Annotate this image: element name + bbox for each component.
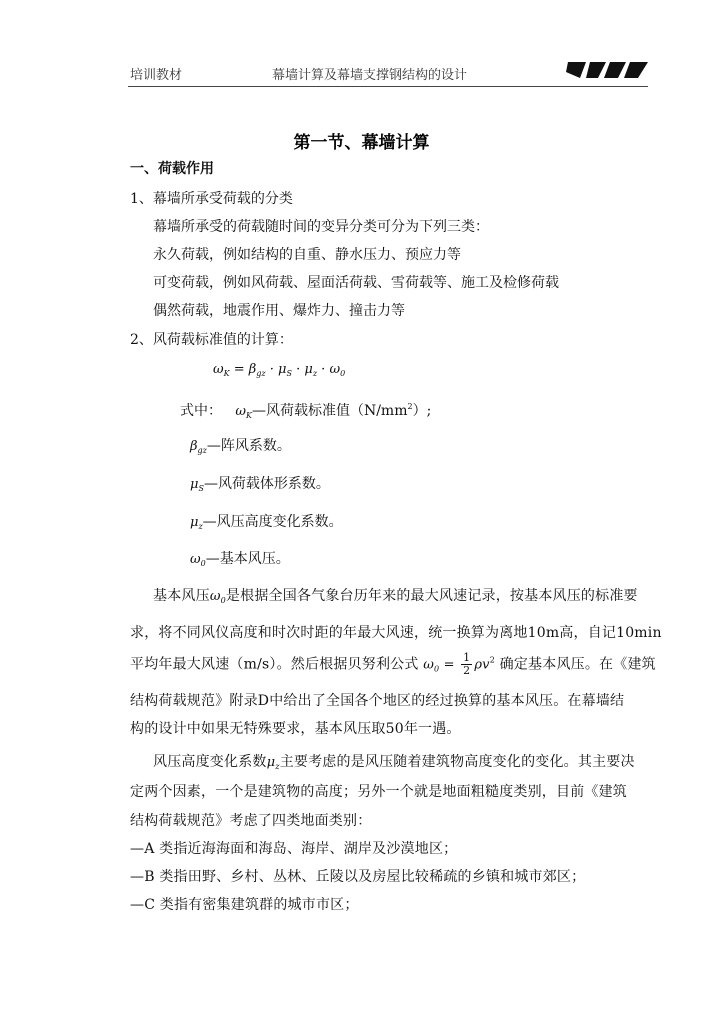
category-a: —A 类指近海海面和海岛、海岸、湖岸及沙漠地区； <box>130 841 458 857</box>
one-half-fraction: $\frac{1}{2}$ <box>463 651 471 677</box>
category-b: —B 类指田野、乡村、丛林、丘陵以及房屋比较稀疏的乡镇和城市郊区； <box>130 869 586 885</box>
item2-heading: 2、风荷载标准值的计算： <box>130 332 293 348</box>
def-beta: $\beta_{gz}—$阵风系数。 <box>190 438 291 455</box>
item1-heading: 1、幕墙所承受荷载的分类 <box>130 191 293 207</box>
page-title: 第一节、幕墙计算 <box>293 133 430 153</box>
header-rule <box>128 86 648 87</box>
def-muz: $\mu_z—$风压高度变化系数。 <box>190 514 343 531</box>
para2-line-2: 定两个因素，一个是建筑物的高度；另外一个就是地面粗糙度类别，目前《建筑 <box>130 784 627 800</box>
para1-line-2: 求，将不同风仪高度和时次时距的年最大风速，统一换算为离地10m高，自记10min <box>130 625 662 641</box>
item1-line-1: 幕墙所承受的荷载随时间的变异分类可分为下列三类： <box>153 219 489 235</box>
def-wk: 式中： $\omega_K—$风荷载标准值$(N/mm^2)$; <box>180 402 432 420</box>
para1-line-5: 构的设计中如果无特殊要求，基本风压取50年一遇。 <box>130 721 461 737</box>
item1-line-2: 永久荷载，例如结构的自重、静水压力、预应力等 <box>153 247 461 263</box>
item1-line-4: 偶然荷载，地震作用、爆炸力、撞击力等 <box>153 303 405 319</box>
para1-line-1: 基本风压$\omega_0$是根据全国各气象台历年来的最大风速记录，按基本风压的标准要 <box>153 588 638 605</box>
para2-line-3: 结构荷载规范》考虑了四类地面类别： <box>130 813 372 829</box>
para1-line-3: 平均年最大风速（m/s）。然后根据贝努利公式 $\omega_0$ = $\frac{1}{2}$ $\rho v^2$ 确定基本风压。在《建筑 <box>130 651 656 677</box>
header-center: 幕墙计算及幕墙支撑钢结构的设计 <box>272 68 468 83</box>
para1-line-4: 结构荷载规范》附录D中给出了全国各个地区的经过换算的基本风压。在幕墙结 <box>130 693 625 709</box>
category-c: —C 类指有密集建筑群的城市市区； <box>130 897 359 913</box>
item1-line-3: 可变荷载，例如风荷载、屋面活荷载、雪荷载等、施工及检修荷载 <box>153 275 559 291</box>
section-heading: 一、荷载作用 <box>130 161 214 177</box>
header-left: 培训教材 <box>130 68 183 83</box>
def-mus: $\mu_S—$风荷载体形系数。 <box>190 476 330 493</box>
def-w0: $\omega_0—$基本风压。 <box>190 551 290 568</box>
para2-line-1: 风压高度变化系数$\mu_z$主要考虑的是风压随着建筑物高度变化的变化。其主要决 <box>153 754 635 771</box>
wind-load-formula: $\omega_K = \beta_{gz} \cdot \mu_S \cdot \mu_z \cdot \omega_0$ <box>213 362 346 378</box>
company-logo <box>566 60 648 80</box>
